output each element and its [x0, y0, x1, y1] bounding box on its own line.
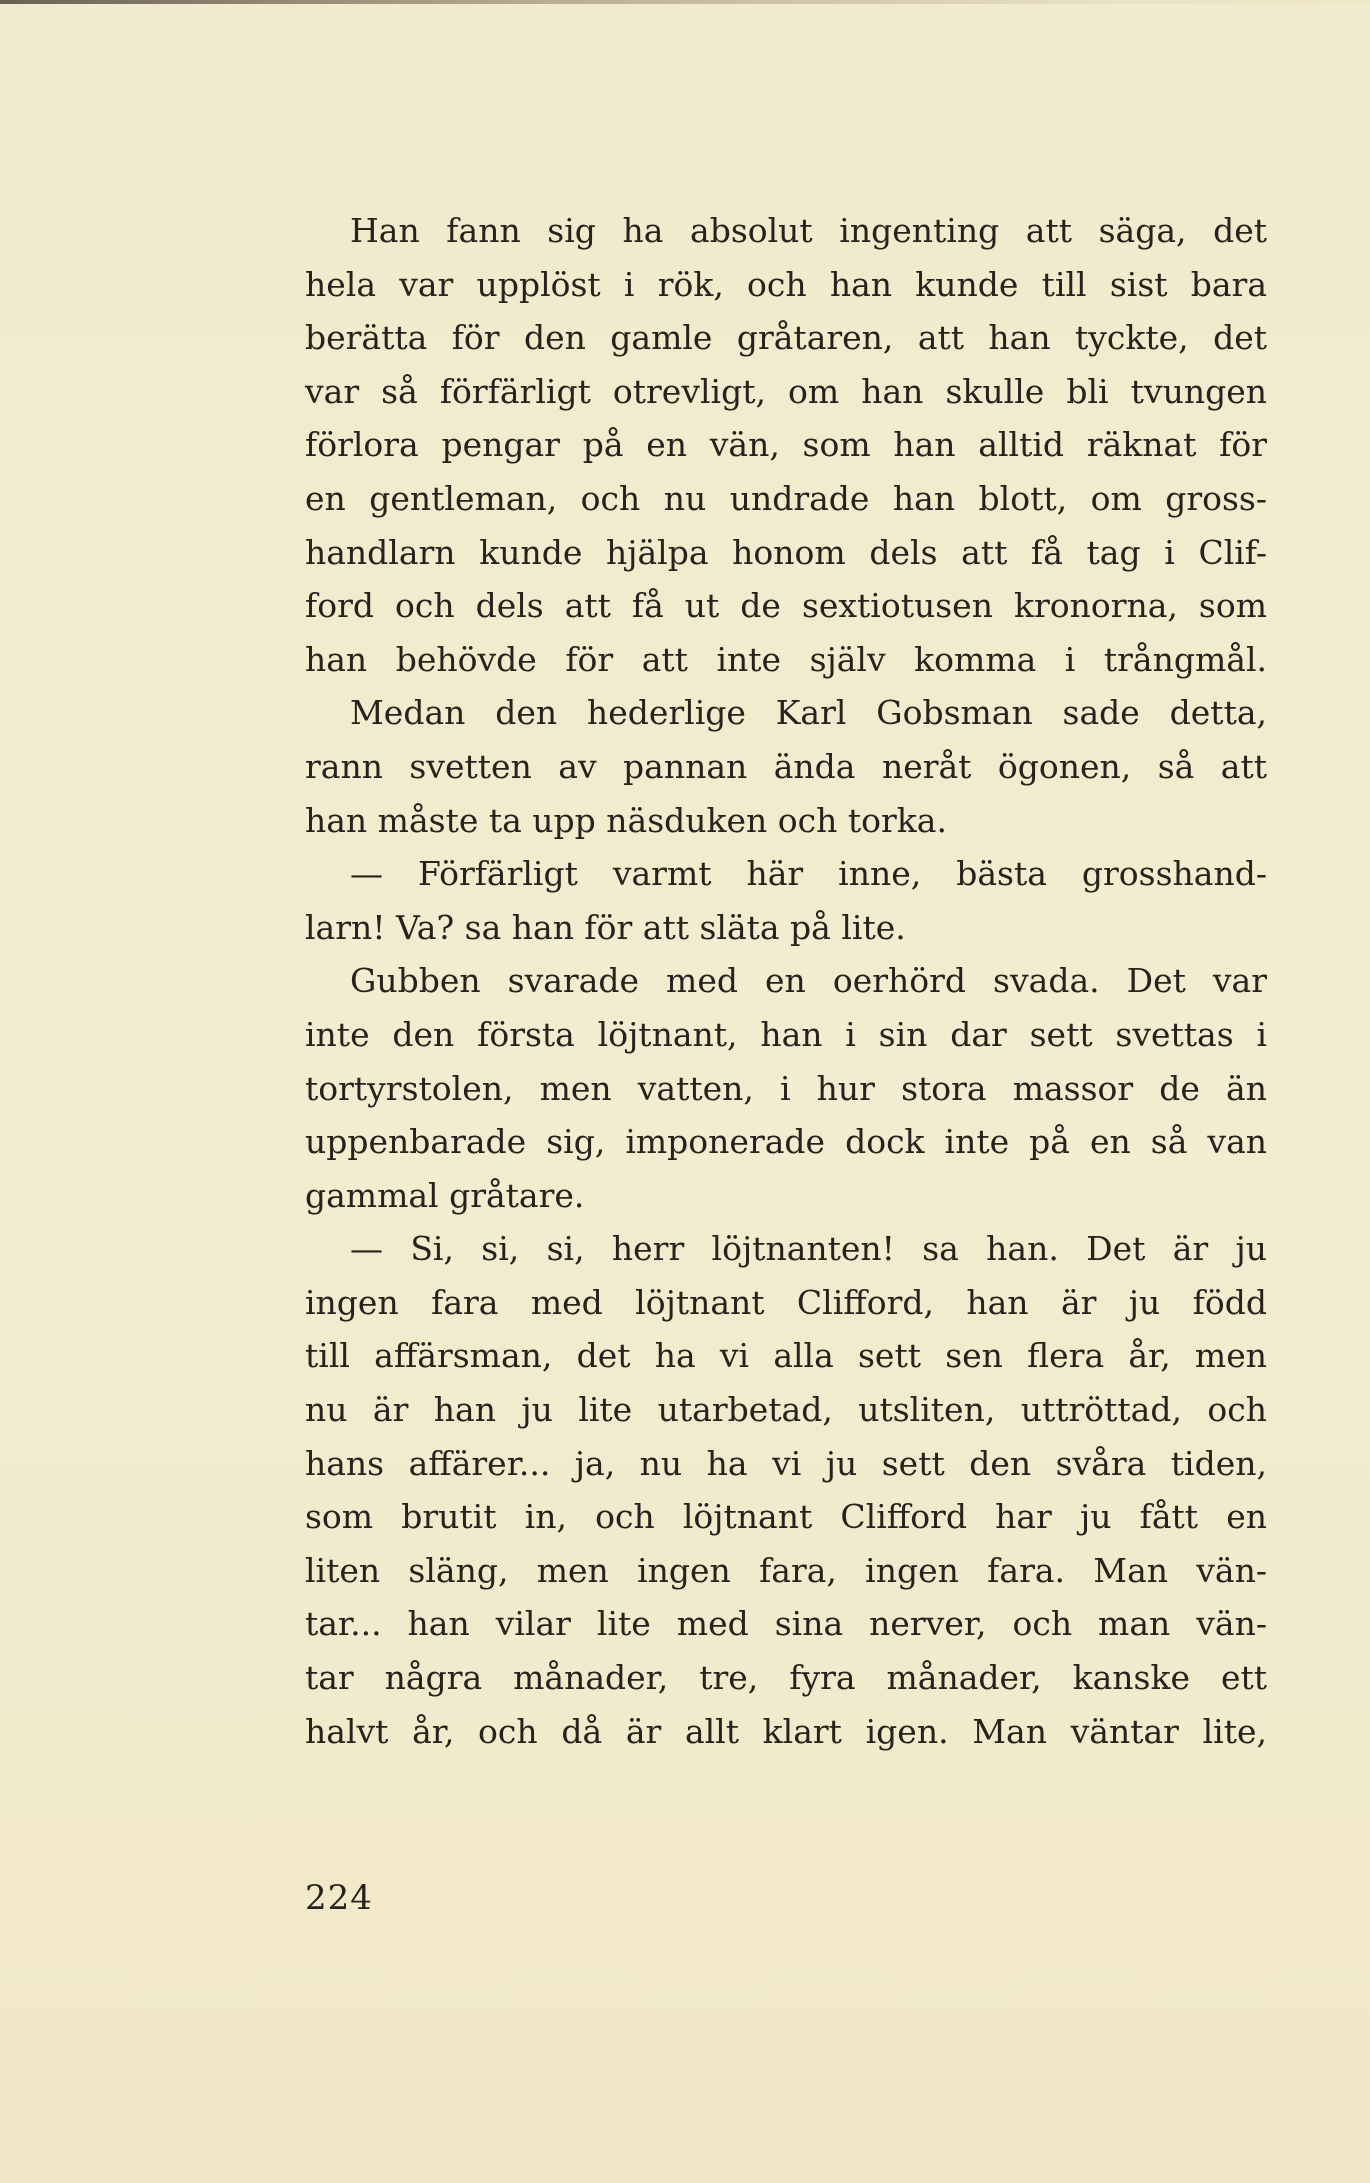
text-line: inte den första löjtnant, han i sin dar sett svettas i [305, 1014, 1267, 1054]
text-line: till affärsman, det ha vi alla sett sen flera år, men [305, 1336, 1267, 1376]
text-line: larn! Va? sa han för att släta på lite. [305, 907, 906, 947]
text-line: ingen fara med löjtnant Clifford, han är ju född [305, 1282, 1267, 1322]
text-line: handlarn kunde hjälpa honom dels att få tag i Clif- [305, 532, 1267, 572]
text-line: ford och dels att få ut de sextiotusen kronorna, som [305, 586, 1267, 626]
text-line: Medan den hederlige Karl Gobsman sade detta, [350, 693, 1267, 733]
text-line: berätta för den gamle gråtaren, att han tyckte, det [305, 318, 1267, 358]
text-line: tar... han vilar lite med sina nerver, och man vän- [305, 1604, 1267, 1644]
text-line: liten släng, men ingen fara, ingen fara. Man vän- [305, 1550, 1267, 1590]
body-text [305, 204, 1267, 1758]
text-line: — Si, si, si, herr löjtnanten! sa han. Det är ju [350, 1229, 1267, 1269]
text-line: han behövde för att inte själv komma i trångmål. [305, 639, 1267, 679]
text-line: tar några månader, tre, fyra månader, kanske ett [305, 1658, 1267, 1698]
text-line: hela var upplöst i rök, och han kunde till sist bara [305, 264, 1267, 304]
text-line: som brutit in, och löjtnant Clifford har ju fått en [305, 1497, 1267, 1537]
text-line: Han fann sig ha absolut ingenting att säga, det [350, 211, 1267, 250]
text-line: — Förfärligt varmt här inne, bästa grosshand- [350, 854, 1267, 894]
text-line: halvt år, och då är allt klart igen. Man väntar lite, [305, 1711, 1267, 1751]
text-line: förlora pengar på en vän, som han alltid räknat för [305, 425, 1267, 465]
page-top-edge [0, 0, 1370, 4]
page-number: 224 [305, 1878, 373, 1918]
text-line: hans affärer... ja, nu ha vi ju sett den svåra tiden, [305, 1443, 1267, 1483]
text-line: gammal gråtare. [305, 1175, 585, 1215]
text-line: rann svetten av pannan ända neråt ögonen, så att [305, 746, 1267, 786]
text-line: Gubben svarade med en oerhörd svada. Det var [350, 961, 1267, 1001]
text-line: uppenbarade sig, imponerade dock inte på en så van [305, 1122, 1267, 1162]
text-line: tortyrstolen, men vatten, i hur stora massor de än [305, 1068, 1267, 1108]
text-line: nu är han ju lite utarbetad, utsliten, uttröttad, och [305, 1390, 1267, 1430]
text-line: en gentleman, och nu undrade han blott, om gross- [305, 478, 1267, 518]
text-line: han måste ta upp näsduken och torka. [305, 800, 947, 840]
text-line: var så förfärligt otrevligt, om han skulle bli tvungen [305, 371, 1267, 411]
